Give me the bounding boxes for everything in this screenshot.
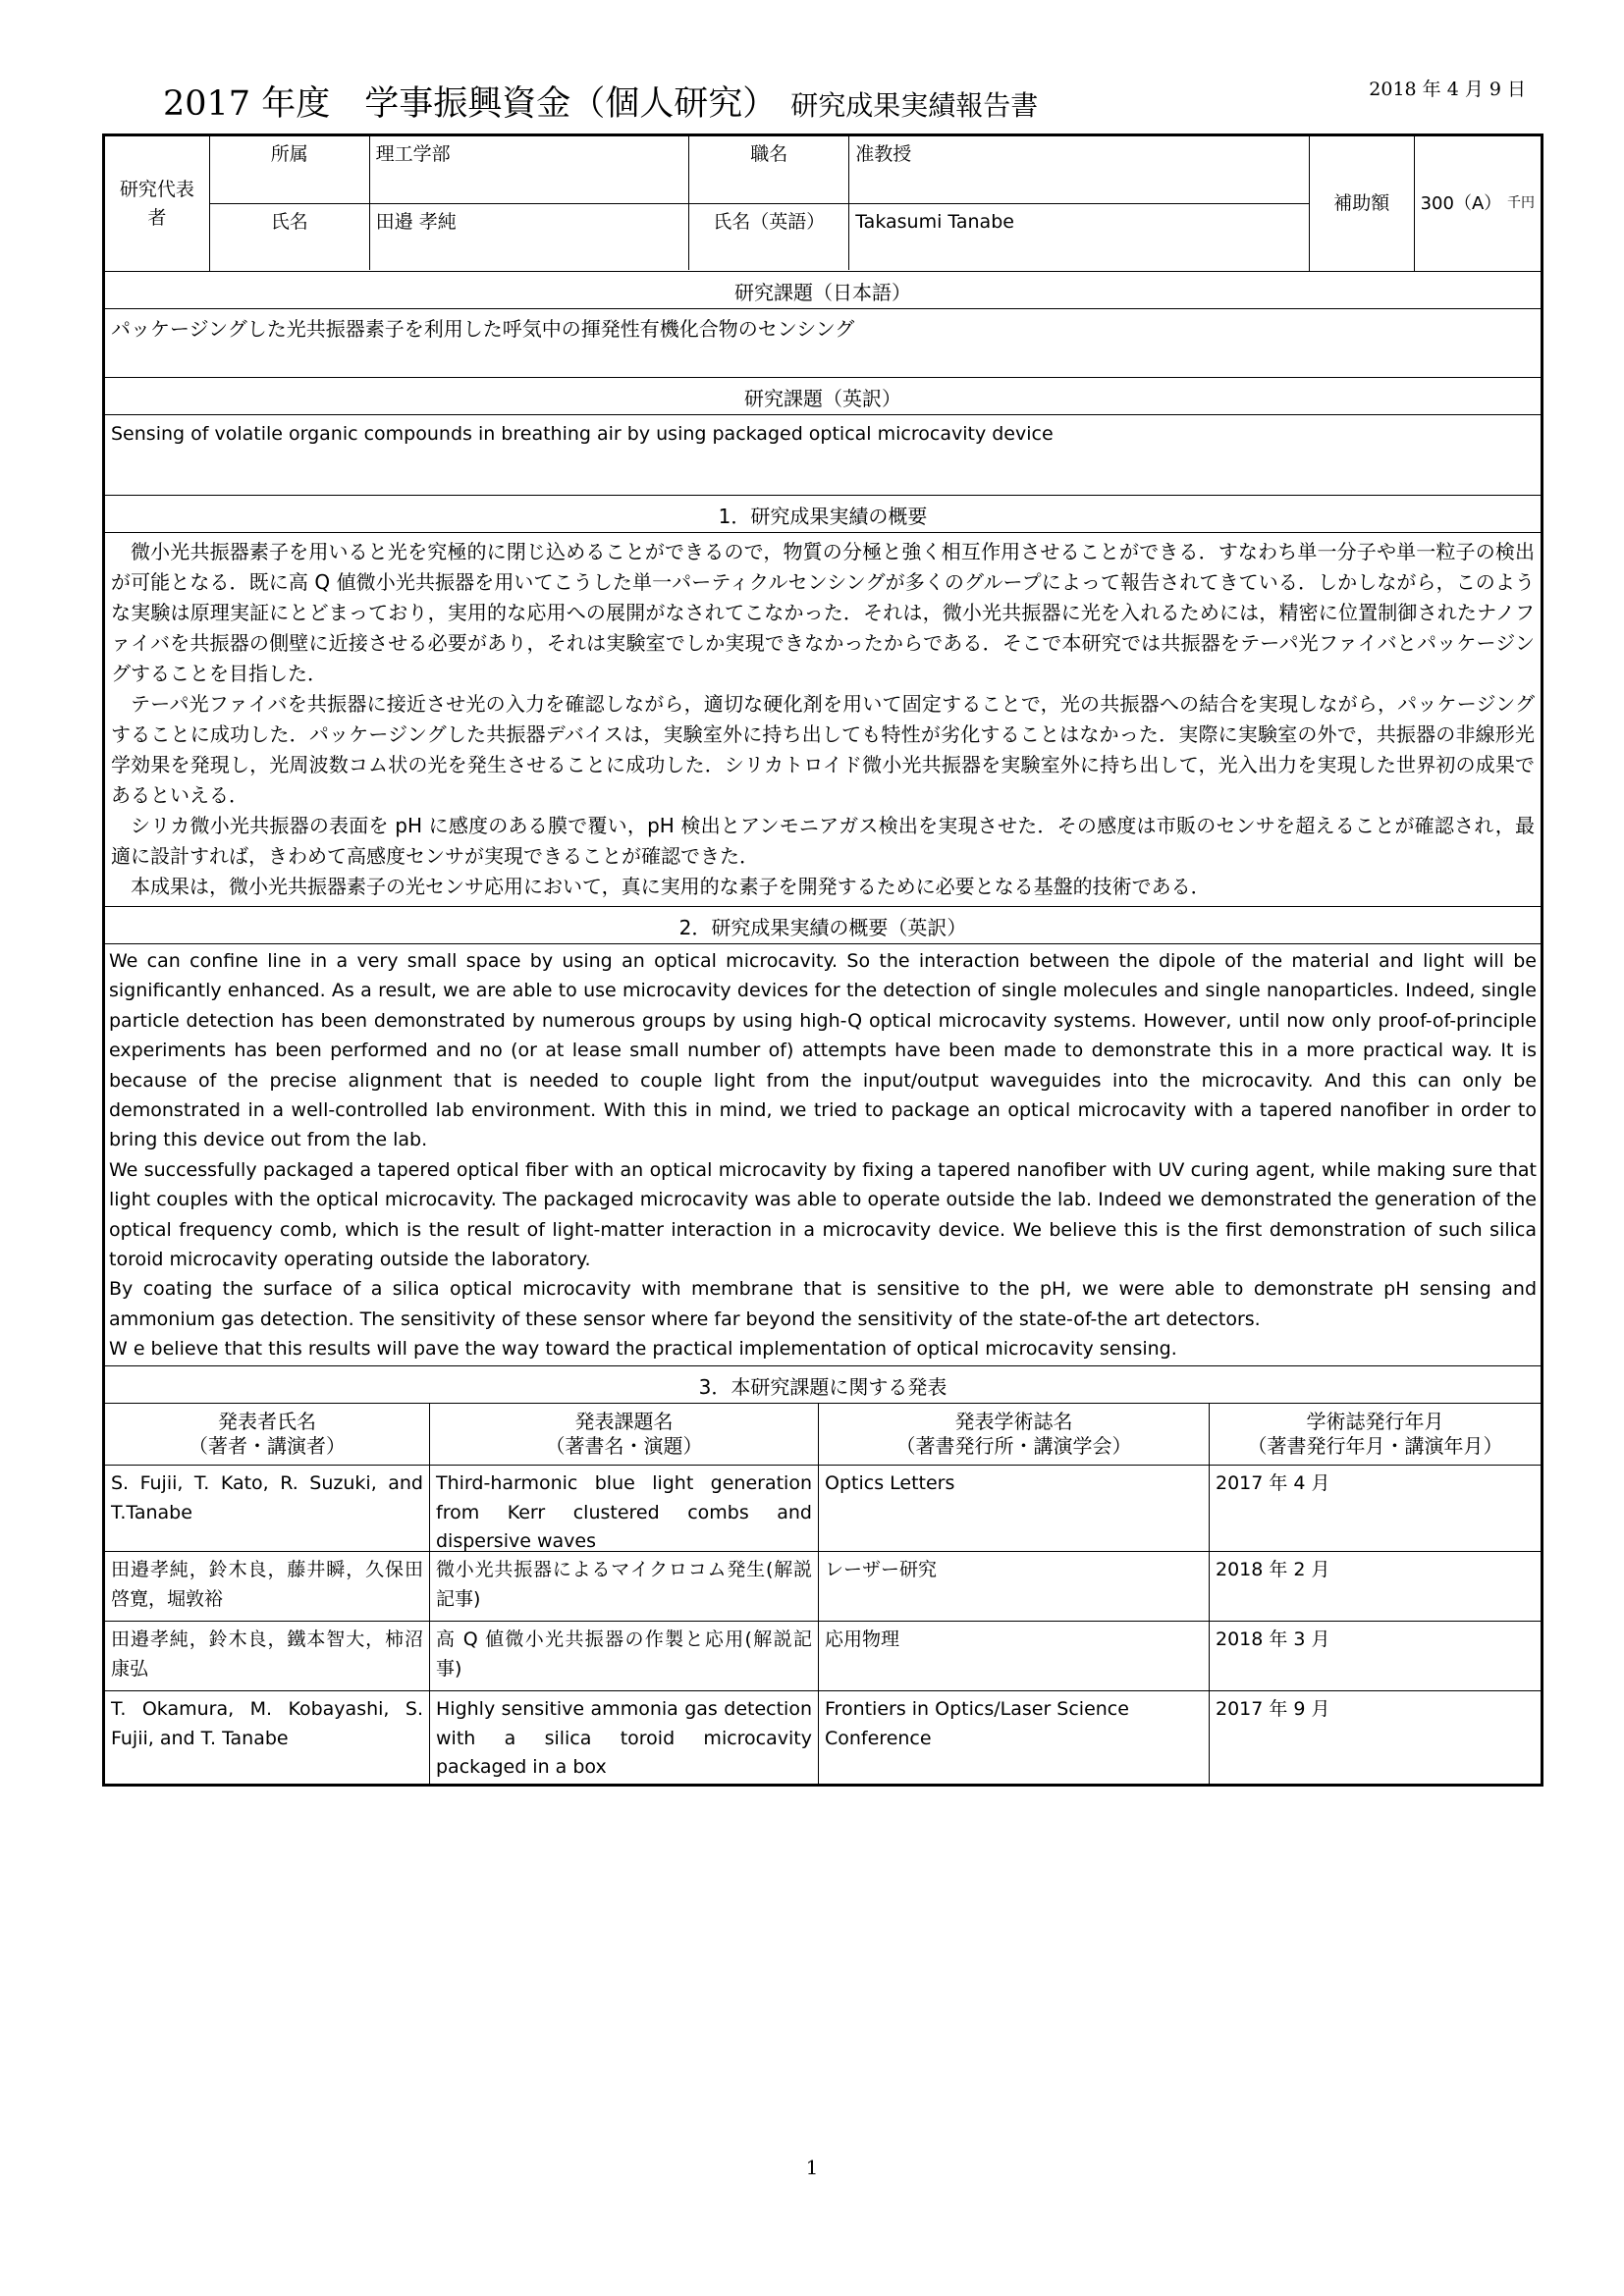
pub-date: 2018 年 3 月 (1216, 1629, 1330, 1651)
summary-jp-paragraph: 微小光共振器素子を用いると光を究極的に閉じ込めることができるので，物質の分極と強く相互作用させることができる．すなわち単一分子や単一粒子の検出が可能となる．既に高 Q 値微小光共振器を用いてこうした単一パーティクルセンシングが多くのグループによって報告されてきている．しかしながら，このような実験は原理実証にとどまっており，実用的な応用への展開がなされてこなかった．それは，微小光共振器に光を入れるためには，精密に位置制御されたナノファイバを共振器の側壁に近接させる必要があり，それは実験室でしか実現できなかったからである．そこで本研究では共振器をテーパ光ファイバとパッケージングすることを目指した． (111, 540, 1535, 685)
topic-en-heading: 研究課題（英訳） (105, 378, 1541, 415)
table-row (105, 1622, 1541, 1691)
pub-journal: Frontiers in Optics/Laser Science Conference (819, 1691, 1210, 1784)
position-value: 准教授 (855, 143, 912, 165)
col-title-subtitle: （著書名・演題） (545, 1434, 703, 1459)
title-main: 2017 年度 学事振興資金（個人研究） (163, 84, 778, 124)
col-date-header (1210, 1404, 1541, 1465)
name-value: 田邉 孝純 (370, 204, 690, 270)
report-form (102, 133, 1543, 1787)
title-sub: 研究成果実績報告書 (790, 89, 1039, 122)
pub-date: 2017 年 4 月 (1216, 1472, 1330, 1495)
grant-label: 補助額 (1310, 136, 1415, 271)
summary-jp-paragraph: テーパ光ファイバを共振器に接近させ光の入力を確認しながら，適切な硬化剤を用いて固定することで，光の共振器への結合を実現しながら，パッケージングすることに成功した．パッケージングした共振器デバイスは，実験室外に持ち出しても特性が劣化することはなかった．実際に実験室の外で，共振器の非線形光学効果を発現し，光周波数コム状の光を発生させることに成功した．シリカトロイド微小光共振器を実験室外に持ち出して，光入出力を実現した世界初の成果であるといえる． (111, 692, 1535, 807)
publications-heading: 3．本研究課題に関する発表 (105, 1366, 1541, 1404)
grant-value: 300（A） (1420, 193, 1502, 214)
col-journal-title: 発表学術誌名 (954, 1410, 1073, 1434)
pub-date: 2017 年 9 月 (1216, 1698, 1330, 1721)
pub-authors: T. Okamura, M. Kobayashi, S. Fujii, and T. Tanabe (105, 1691, 430, 1784)
publications-section (105, 1366, 1541, 1784)
summary-jp-paragraph: シリカ微小光共振器の表面を pH に感度のある膜で覆い，pH 検出とアンモニアガス検出を実現させた．その感度は市販のセンサを超えることが確認され，最適に設計すれば，きわめて高感度センサが実現できることが確認できた． (111, 814, 1535, 868)
col-authors-title: 発表者氏名 (218, 1410, 316, 1434)
summary-en-heading: 2．研究成果実績の概要（英訳） (105, 907, 1541, 944)
summary-jp-body (105, 533, 1541, 906)
position-label: 職名 (689, 136, 849, 203)
topic-jp-section (105, 272, 1541, 378)
info-row-name (210, 204, 1309, 270)
summary-jp-heading: 1．研究成果実績の概要 (105, 496, 1541, 533)
pub-journal: Optics Letters (819, 1466, 1210, 1551)
pub-authors: 田邉孝純，鈴木良，藤井瞬，久保田啓寛，堀敦裕 (105, 1552, 430, 1621)
pub-title: 高 Q 値微小光共振器の作製と応用(解説記事) (430, 1622, 819, 1690)
pub-title: 微小光共振器によるマイクロコム発生(解説記事) (430, 1552, 819, 1621)
topic-jp-text: パッケージングした光共振器素子を利用した呼気中の揮発性有機化合物のセンシング (111, 317, 855, 341)
col-title-title: 発表課題名 (574, 1410, 674, 1434)
pub-journal: 応用物理 (819, 1622, 1210, 1690)
affiliation-label: 所属 (210, 136, 370, 203)
summary-en-paragraph: By coating the surface of a silica optical microcavity with membrane that is sensitive to the pH, we were able to demonstrate pH sensing and ammonium gas detection. The sensitivity of these sensor where far beyond the sensitivity of the state-of-the art detectors. (109, 1278, 1537, 1330)
topic-jp-heading: 研究課題（日本語） (105, 272, 1541, 309)
report-date: 2018 年 4 月 9 日 (1369, 79, 1526, 100)
col-journal-subtitle: （著書発行所・講演学会） (895, 1434, 1132, 1459)
affiliation-value: 理工学部 (370, 136, 690, 203)
pub-title: Highly sensitive ammonia gas detection with a silica toroid microcavity packaged in a box (430, 1691, 819, 1784)
pub-authors: 田邉孝純，鈴木良，鐵本智大，柿沼康弘 (105, 1622, 430, 1690)
summary-en-paragraph: W e believe that this results will pave the way toward the practical implementation of optical microcavity sensing. (109, 1338, 1177, 1361)
col-date-title: 学術誌発行年月 (1306, 1410, 1444, 1434)
summary-en-paragraph: We successfully packaged a tapered optical fiber with an optical microcavity by fixing a tapered nanofiber with UV curing agent, while making sure that light couples with the optical microcavity. The packaged microcavity was able to operate outside the lab. Indeed we demonstrated the generation of the optical frequency comb, which is the result of light-matter interaction in a microcavity device. We believe this is the first demonstration of such silica toroid microcavity operating outside the laboratory. (109, 1158, 1537, 1270)
grant-unit: 千円 (1507, 195, 1535, 211)
col-date-subtitle: （著書発行年月・講演年月） (1247, 1434, 1503, 1459)
summary-jp-section (105, 496, 1541, 907)
summary-en-paragraph: We can confine line in a very small space by using an optical microcavity. So the interaction between the dipole of the material and light will be significantly enhanced. As a result, we are able to use microcavity devices for the detection of single molecules and single nanoparticles. Indeed, single particle detection has been demonstrated by numerous groups by using high-Q optical microcavity systems. However, until now only proof-of-principle experiments has been performed and no (or at lease small number of) attempts have been made to demonstrate this in a more practical way. It is because of the precise alignment that is needed to couple light from the input/output waveguides into the microcavity. And this can only be demonstrated in a well-controlled lab environment. With this in mind, we tried to package an optical microcavity with a tapered nanofiber in order to bring this device out from the lab. (109, 950, 1537, 1151)
pub-title: Third-harmonic blue light generation from Kerr clustered combs and dispersive waves (430, 1466, 819, 1551)
col-authors-subtitle: （著者・講演者） (189, 1434, 346, 1459)
pub-authors: S. Fujii, T. Kato, R. Suzuki, and T.Tanabe (105, 1466, 430, 1551)
representative-label: 研究代表者 (105, 136, 210, 271)
topic-en-section (105, 378, 1541, 496)
table-row (105, 1691, 1541, 1784)
pub-journal: レーザー研究 (819, 1552, 1210, 1621)
summary-jp-paragraph: 本成果は，微小光共振器素子の光センサ応用において，真に実用的な素子を開発するために必要となる基盤的技術である． (131, 875, 1211, 898)
info-grid (210, 136, 1310, 271)
publications-header-row (105, 1404, 1541, 1466)
page-number: 1 (805, 2156, 819, 2179)
name-en-value: Takasumi Tanabe (855, 211, 1014, 233)
pub-date: 2018 年 2 月 (1216, 1559, 1330, 1581)
name-en-label: 氏名（英語） (689, 204, 849, 270)
grant-amount (1415, 136, 1541, 271)
col-journal-header (819, 1404, 1210, 1465)
summary-en-body (105, 944, 1541, 1365)
name-label: 氏名 (210, 204, 370, 270)
topic-en-text: Sensing of volatile organic compounds in breathing air by using packaged optical microcavity device (111, 423, 1054, 445)
info-row-affiliation (210, 136, 1309, 204)
col-authors-header (105, 1404, 430, 1465)
info-block (105, 136, 1541, 272)
summary-en-section (105, 907, 1541, 1366)
document-title (163, 77, 1038, 126)
col-title-header (430, 1404, 819, 1465)
table-row (105, 1552, 1541, 1622)
table-row (105, 1466, 1541, 1552)
